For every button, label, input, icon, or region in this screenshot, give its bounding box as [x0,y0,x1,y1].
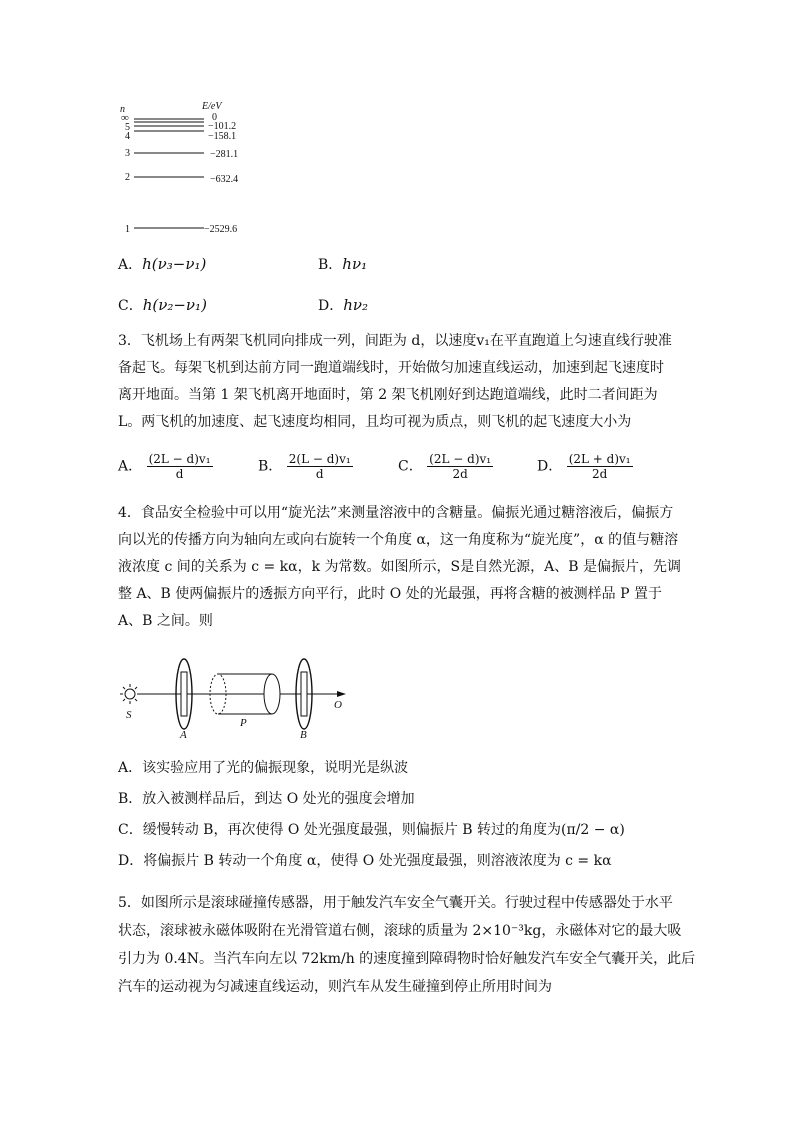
q4-option-b: B．放入被测样品后，到达 O 处光的强度会增加 [118,791,415,807]
energy-axis-label: E/eV [202,101,222,112]
q3-option-d-label: D． [537,458,563,475]
level-value-4: −158.1 [208,131,237,142]
level-n-1: 1 [125,224,130,235]
question-5-line: 状态，滚球被永磁体吸附在光滑管道右侧，滚球的质量为 2×10⁻³kg，永磁体对它的最大吸 [118,923,682,939]
q3-option-d [537,452,633,481]
q3-option-a-fraction [147,452,213,481]
q3-option-b-denominator: d [315,467,324,481]
q3-option-d-numerator: (2L + d)v₁ [568,452,631,466]
question-5-line: 汽车的运动视为匀减速直线运动，则汽车从发生碰撞到停止所用时间为 [118,979,552,995]
q2-option-d-label: D． [318,298,344,314]
question-4-options [118,753,678,877]
question-3-line: L。两飞机的加速度、起飞速度均相同，且均可视为质点，则飞机的起飞速度大小为 [118,414,632,430]
q4-option-d: D．将偏振片 B 转动一个角度 α，使得 O 处光强度最强，则溶液浓度为 c = kα [118,853,612,869]
q2-option-d-expr: hν₂ [343,296,369,314]
q3-option-a-numerator: (2L − d)v₁ [148,452,211,466]
q3-option-b-numerator: 2(L − d)v₁ [288,452,351,466]
q2-option-c-expr: h(ν₂−ν₁) [142,296,207,314]
question-5-line: 5．如图所示是滚球碰撞传感器，用于触发汽车安全气囊开关。行驶过程中传感器处于水平 [118,895,673,911]
q3-option-a [118,452,213,481]
q3-option-b-fraction [287,452,353,481]
label-polarizer-a: A [180,729,187,741]
level-n-3: 3 [125,148,130,159]
q2-option-b-label: B． [318,257,343,273]
q4-option-c: C．缓慢转动 B，再次使得 O 处光强度最强，则偏振片 B 转过的角度为(π/2 − α) [118,822,625,838]
question-4-line: 4．食品安全检验中可以用“旋光法”来测量溶液中的含糖量。偏振光通过糖溶液后，偏振方 [118,505,674,521]
question-4-stem [118,500,681,635]
question-3-line: 3．飞机场上有两架飞机同向排成一列，间距为 d，以速度v₁在平直跑道上匀速直线行驶准 [118,333,672,349]
q3-option-c-denominator: 2d [452,467,468,481]
arrow-right-icon [337,691,346,697]
q3-option-a-denominator: d [175,467,184,481]
label-polarizer-b: B [300,729,307,741]
label-sample-p: P [240,717,247,729]
q3-option-b-label: B． [258,458,283,475]
q2-option-d [318,295,368,315]
level-n-5: 5 [125,122,130,133]
label-source-s: S [126,709,132,721]
question-4-line: 整 A、B 使两偏振片的透振方向平行，此时 O 处的光最强，再将含糖的被测样品 P 置于 [118,586,662,602]
q2-option-c [118,295,207,315]
q2-option-a-label: A． [118,257,143,273]
q3-option-c-numerator: (2L − d)v₁ [429,452,492,466]
level-value-inf: 0 [212,112,217,123]
question-4-line: 向以光的传播方向为轴向左或向右旋转一个角度 α，这一角度称为“旋光度”，α 的值与糖溶 [118,532,679,548]
q3-option-d-denominator: 2d [591,467,608,481]
question-3-line: 离开地面。当第 1 架飞机离开地面时，第 2 架飞机刚好到达跑道端线，此时二者间距为 [118,387,658,403]
question-5-stem [118,889,696,1001]
polarization-diagram [118,652,358,742]
q2-option-a [118,254,206,274]
level-value-3: −281.1 [210,149,239,160]
q2-option-b-expr: hν₁ [342,255,368,273]
question-5-line: 引力为 0.4N。当汽车向左以 72km/h 的速度撞到障碍物时恰好触发汽车安全气囊开关，此后 [118,951,696,967]
sun-source-icon [120,684,140,704]
level-value-5: −101.2 [208,121,237,132]
question-3-line: 备起飞。每架飞机到达前方同一跑道端线时，开始做匀加速直线运动，加速到起飞速度时 [118,360,664,376]
q2-option-a-expr: h(ν₃−ν₁) [142,255,207,273]
level-value-1: −2529.6 [204,224,238,235]
level-value-2: −632.4 [210,174,239,185]
q3-option-c-label: C． [398,458,423,475]
level-n-inf: ∞ [121,112,129,124]
q3-option-d-fraction [567,452,633,481]
q4-option-a: A．该实验应用了光的偏振现象，说明光是纵波 [118,760,409,776]
q2-option-b [318,254,367,274]
q2-option-c-label: C． [118,298,143,314]
level-n-2: 2 [125,172,130,183]
q3-option-b [258,452,353,481]
q3-option-c-fraction [427,452,493,481]
label-point-o: O [334,699,342,711]
energy-level-diagram [112,98,262,238]
q3-option-a-label: A． [118,458,143,475]
question-4-line: 液浓度 c 间的关系为 c = kα，k 为常数。如图所示，S是自然光源，A、B 是偏振片，先调 [118,559,681,575]
question-3-stem [118,328,678,436]
level-n-4: 4 [125,131,130,142]
q3-option-c [398,452,493,481]
question-4-line: A、B 之间。则 [118,613,213,629]
n-axis-label: n [120,104,125,115]
